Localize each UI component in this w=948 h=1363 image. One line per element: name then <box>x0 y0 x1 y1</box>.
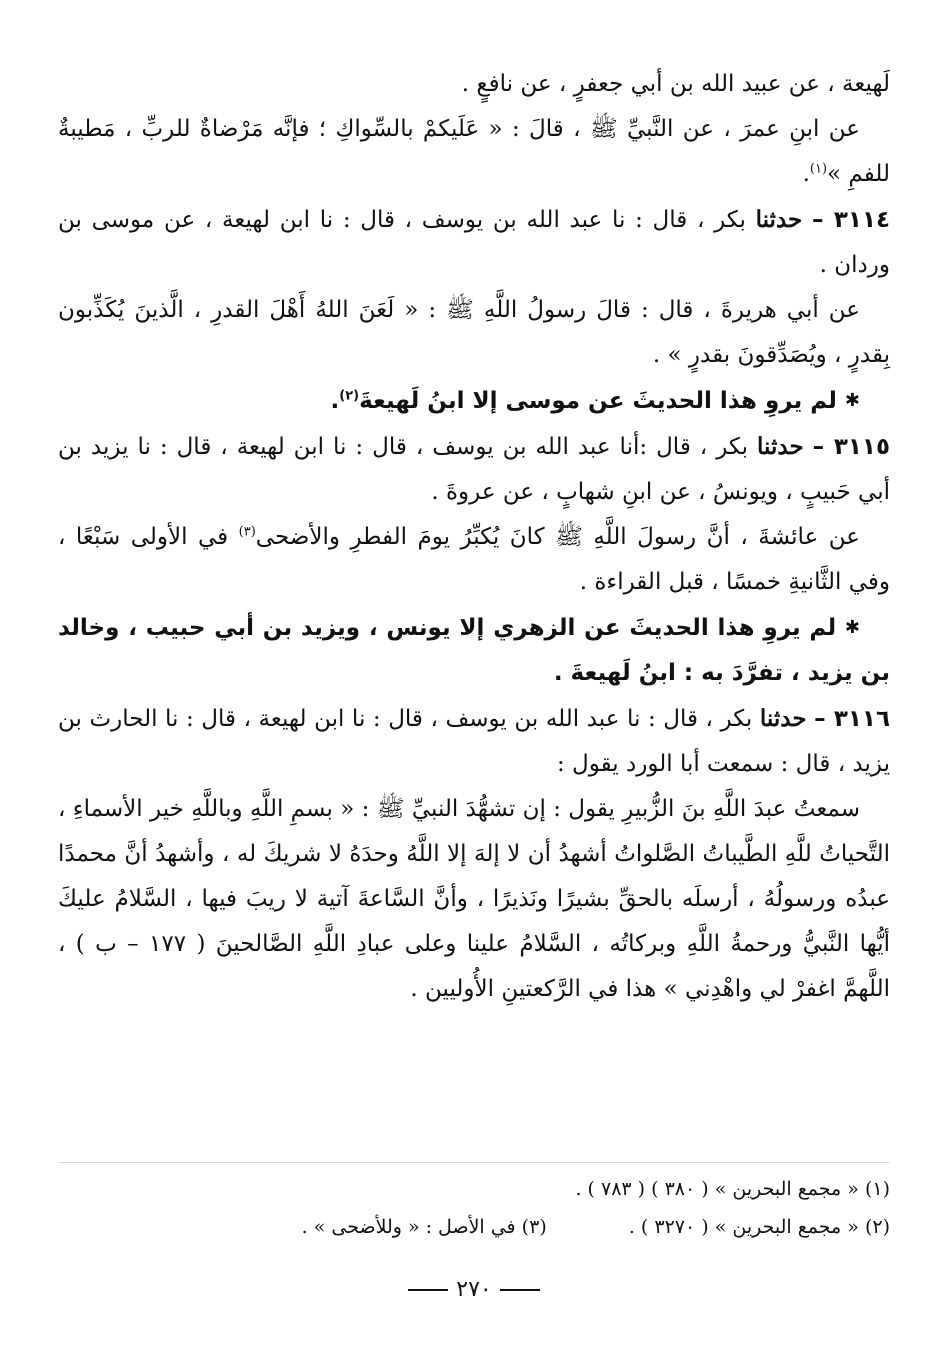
hadith-text-3113 <box>58 107 890 197</box>
hadith-lead-word: حدثنا <box>755 206 803 233</box>
hadith-matn-end: في الأولى سَبْعًا ، وفي الثَّانيةِ خمسًا ، قبل القراءة . <box>58 524 890 595</box>
asterisk-icon: ✱ <box>844 617 860 638</box>
footnote-row-2 <box>58 1208 890 1246</box>
editor-note-2 <box>58 605 890 696</box>
hadith-number: ٣١١٥ – <box>812 434 891 460</box>
hadith-isnad-3114 <box>58 197 890 288</box>
paragraph-chain-end <box>58 62 890 107</box>
dash-right <box>408 1289 448 1291</box>
hadith-matn: عن عائشةَ ، أنَّ رسولَ اللَّهِ ﷺ كانَ يُكبِّرُ يومَ الفطرِ والأضحى <box>255 524 861 550</box>
hadith-matn-end: . <box>802 161 810 187</box>
hadith-isnad-3116 <box>58 696 890 787</box>
dash-left <box>500 1289 540 1291</box>
hadith-lead-word: حدثنا <box>757 433 804 460</box>
hadith-matn: سمعتُ عبدَ اللَّهِ بنَ الزُّبيرِ يقول : إن تشهُّدَ النبيِّ ﷺ : « بسمِ اللَّهِ وباللَّهِ خير الأسماءِ ، التَّحياتُ للَّهِ الطَّيباتُ الصَّلواتُ أشهدُ أن لا إلهَ إلا اللَّهُ وحدَهُ لا شريكَ له ، وأشهدُ أنَّ محمدًا عبدُه ورسولُهُ ، أرسلَه بالحقِّ بشيرًا ونَذيرًا ، وأنَّ السَّاعةَ آتية لا ريبَ فيها ، السَّلامُ عليكَ أيُّها النَّبيُّ ورحمةُ اللَّهِ وبركاتُه ، السَّلامُ علينا وعلى عبادِ اللَّهِ الصَّالحينَ ( ١٧٧ – ب ) ، اللَّهمَّ اغفرْ لي واهْدِني » هذا في الرَّكعتينِ الأُوليين . <box>58 796 890 1002</box>
page-body <box>58 62 890 1012</box>
footnote-ref-3: (٣) <box>238 524 256 540</box>
hadith-isnad-3115 <box>58 424 890 515</box>
hadith-text-3116 <box>58 787 890 1012</box>
page-number-text: ٢٧٠ <box>456 1277 492 1302</box>
hadith-isnad-text: بكر ، قال :أنا عبد الله بن يوسف ، قال : نا ابن لهيعة ، قال : نا يزيد بن أبي حَبيبٍ ، ويونسُ ، عن ابنِ شهابٍ ، عن عروةَ . <box>58 434 890 505</box>
paragraph-text: لَهيعة ، عن عبيد الله بن أبي جعفرٍ ، عن نافعٍ . <box>461 71 890 97</box>
footnote-ref-1: (١) <box>809 161 828 177</box>
footnotes <box>58 1170 890 1246</box>
footnote-text: (١) « مجمع البحرين » ( ٣٨٠ ) ( ٧٨٣ ) . <box>575 1178 890 1200</box>
page-number <box>0 1277 948 1302</box>
hadith-isnad-text: بكر ، قال : نا عبد الله بن يوسف ، قال : نا ابن لهيعة ، قال : نا الحارث بن يزيد ، قال : سمعت أبا الورد يقول : <box>58 706 890 777</box>
asterisk-icon: ✱ <box>844 390 860 411</box>
footnote-2: (٢) « مجمع البحرين » ( ٣٢٧٠ ) . <box>628 1216 890 1238</box>
footnote-divider <box>58 1162 890 1163</box>
editor-note-1 <box>58 378 890 424</box>
note-text: لم يروِ هذا الحديثَ عن موسى إلا ابنُ لَهيعةَ <box>359 388 837 414</box>
hadith-matn: عن أبي هريرةَ ، قال : قالَ رسولُ اللَّهِ ﷺ : « لَعَنَ اللهُ أَهْلَ القدرِ ، الَّذينَ يُكَذِّبون بِقدرٍ ، ويُصَدِّقونَ بقدرٍ » . <box>58 297 890 368</box>
hadith-isnad-text: بكر ، قال : نا عبد الله بن يوسف ، قال : نا ابن لهيعة ، عن موسى بن وردان . <box>58 207 890 278</box>
hadith-number: ٣١١٦ – <box>814 706 891 732</box>
note-end: . <box>330 388 340 414</box>
hadith-text-3114 <box>58 288 890 378</box>
hadith-number: ٣١١٤ – <box>811 207 891 233</box>
hadith-lead-word: حدثنا <box>759 705 807 732</box>
hadith-text-3115 <box>58 515 890 605</box>
note-text: لم يروِ هذا الحديثَ عن الزهري إلا يونس ، ويزيد بن أبي حبيب ، وخالد بن يزيد ، تفرَّدَ به : ابنُ لَهيعةَ . <box>58 615 890 686</box>
footnote-1 <box>58 1170 890 1208</box>
footnote-3: (٣) في الأصل : « وللأضحى » . <box>301 1216 547 1238</box>
hadith-matn: عن ابنِ عمرَ ، عن النَّبيِّ ﷺ ، قالَ : « عَلَيكمْ بالسِّواكِ ؛ فإنَّه مَرْضاةٌ للربِّ ، مَطيبةٌ للفمِ » <box>58 116 890 187</box>
footnote-ref-2: (٢) <box>339 388 360 404</box>
